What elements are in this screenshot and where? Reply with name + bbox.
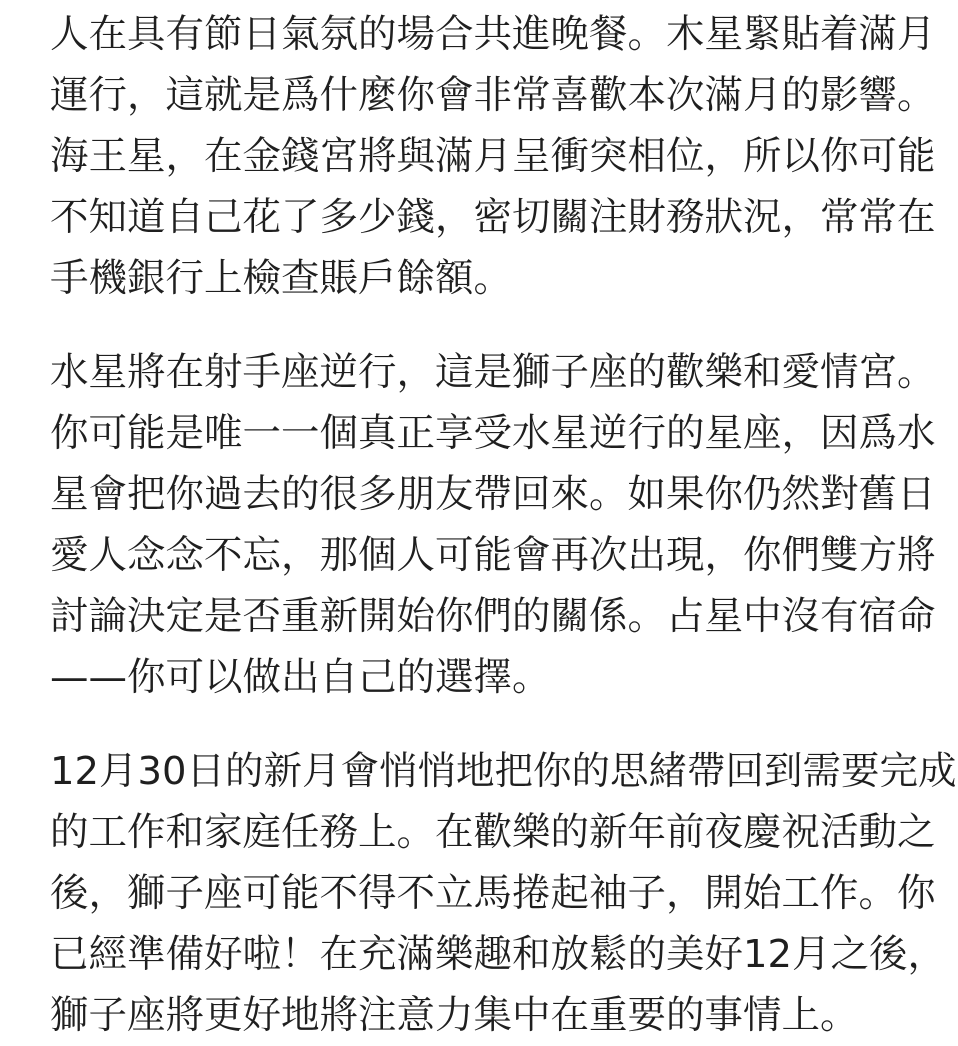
text-line: 討論決定是否重新開始你們的關係。占星中沒有宿命 — [50, 594, 936, 639]
text-line: 不知道自己花了多少錢，密切關注財務狀況，常常在 — [50, 195, 936, 240]
text-line: 愛人念念不忘，那個人可能會再次出現，你們雙方將 — [50, 533, 936, 578]
text-line: 人在具有節日氣氛的場合共進晚餐。木星緊貼着滿月 — [50, 12, 936, 57]
text-line: ——你可以做出自己的選擇。 — [50, 655, 551, 700]
text-line: 後，獅子座可能不得不立馬捲起袖子，開始工作。你 — [50, 871, 936, 916]
article-body — [50, 4, 957, 1046]
text-line: 運行，這就是爲什麼你會非常喜歡本次滿月的影響。 — [50, 73, 936, 118]
text-line: 12月30日的新月會悄悄地把你的思緒帶回到需要完成 — [50, 749, 957, 794]
text-line: 的工作和家庭任務上。在歡樂的新年前夜慶祝活動之 — [50, 810, 936, 855]
paragraph-1 — [50, 4, 936, 309]
text-line: 星會把你過去的很多朋友帶回來。如果你仍然對舊日 — [50, 472, 936, 517]
text-line: 你可能是唯一一個真正享受水星逆行的星座，因爲水 — [50, 411, 936, 456]
paragraph-spacer — [50, 309, 910, 342]
paragraph-3 — [50, 741, 957, 1046]
text-line: 已經準備好啦！在充滿樂趣和放鬆的美好12月之後， — [50, 932, 946, 977]
text-line: 獅子座將更好地將注意力集中在重要的事情上。 — [50, 993, 859, 1038]
text-line: 水星將在射手座逆行，這是獅子座的歡樂和愛情宮。 — [50, 350, 936, 395]
text-line: 海王星，在金錢宮將與滿月呈衝突相位，所以你可能 — [50, 134, 936, 179]
paragraph-spacer — [50, 708, 910, 741]
text-line: 手機銀行上檢查賬戶餘額。 — [50, 256, 513, 301]
paragraph-2 — [50, 342, 936, 708]
